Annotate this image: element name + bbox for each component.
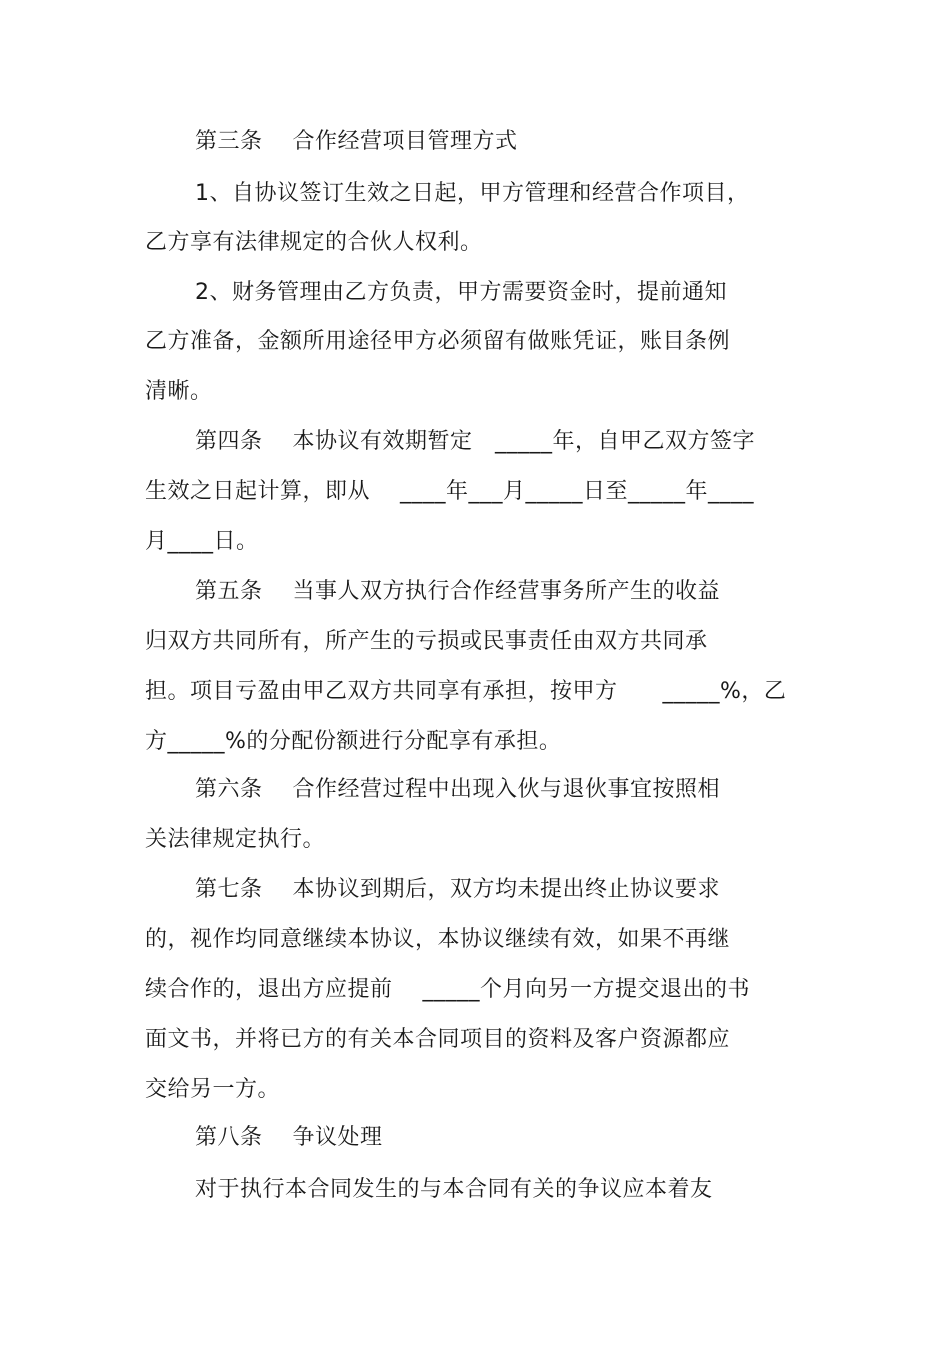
paragraph-line: 交给另一方。 xyxy=(145,1077,281,1102)
paragraph-line: 月____日。 xyxy=(145,529,259,554)
paragraph-line: 清晰。 xyxy=(145,379,213,404)
paragraph-line: 对于执行本合同发生的与本合同有关的争议应本着友 xyxy=(195,1177,713,1202)
paragraph-line: 乙方准备，金额所用途径甲方必须留有做账凭证，账目条例 xyxy=(145,329,731,354)
heading-article-7: 第七条 本协议到期后，双方均未提出终止协议要求 xyxy=(195,877,720,902)
paragraph-line: 2、财务管理由乙方负责，甲方需要资金时，提前通知 xyxy=(195,280,727,305)
paragraph-line: 担。项目亏盈由甲乙双方共同享有承担，按甲方 _____%，乙 xyxy=(145,679,787,704)
paragraph-line: 关法律规定执行。 xyxy=(145,827,326,852)
paragraph-line: 生效之日起计算，即从 ____年___月_____日至_____年____ xyxy=(145,479,754,504)
paragraph-line: 乙方享有法律规定的合伙人权利。 xyxy=(145,230,483,255)
paragraph-line: 面文书，并将已方的有关本合同项目的资料及客户资源都应 xyxy=(145,1027,731,1052)
heading-article-8: 第八条 争议处理 xyxy=(195,1125,383,1150)
paragraph-line: 归双方共同所有，所产生的亏损或民事责任由双方共同承 xyxy=(145,629,708,654)
heading-article-4: 第四条 本协议有效期暂定 _____年，自甲乙双方签字 xyxy=(195,429,755,454)
heading-article-5: 第五条 当事人双方执行合作经营事务所产生的收益 xyxy=(195,579,720,604)
paragraph-line: 的，视作均同意继续本协议，本协议继续有效，如果不再继 xyxy=(145,927,731,952)
paragraph-line: 方_____%的分配份额进行分配享有承担。 xyxy=(145,729,562,754)
paragraph-line: 续合作的，退出方应提前 _____个月向另一方提交退出的书 xyxy=(145,977,750,1002)
heading-article-3: 第三条 合作经营项目管理方式 xyxy=(195,129,518,154)
heading-article-6: 第六条 合作经营过程中出现入伙与退伙事宜按照相 xyxy=(195,777,720,802)
paragraph-line: 1、自协议签订生效之日起，甲方管理和经营合作项目， xyxy=(195,181,750,206)
